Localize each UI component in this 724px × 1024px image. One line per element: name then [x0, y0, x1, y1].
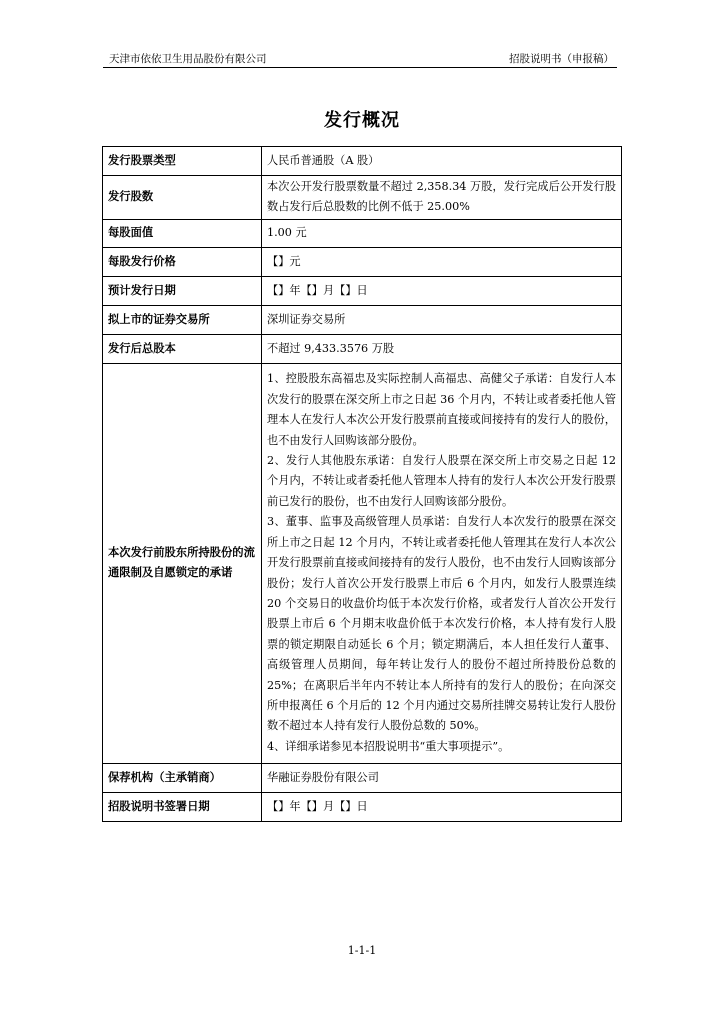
- commitment-paragraph: 1、控股股东高福忠及实际控制人高福忠、高健父子承诺：自发行人本次发行的股票在深交所上市之日起 36 个月内，不转让或者委托他人管理本人在发行人本次公开发行股票前直接或间接持有的发行人的股份，也不由发行人回购该部分股份。: [267, 372, 616, 447]
- row-label: 招股说明书签署日期: [103, 792, 262, 821]
- table-row: [103, 219, 622, 247]
- table-row: [103, 334, 622, 363]
- commitment-paragraph: 2、发行人其他股东承诺：自发行人股票在深交所上市交易之日起 12 个月内，不转让或者委托他人管理本人持有的发行人本次公开发行股票前已发行的股份，也不由发行人回购该部分股份。: [267, 454, 616, 508]
- table-row: [103, 276, 622, 305]
- row-label: 发行后总股本: [103, 334, 262, 363]
- commitment-paragraph: 4、详细承诺参见本招股说明书“重大事项提示”。: [267, 739, 510, 753]
- header-company: 天津市依依卫生用品股份有限公司: [109, 53, 267, 65]
- row-value: 人民币普通股（A 股）: [262, 147, 622, 176]
- row-label: 本次发行前股东所持股份的流通限制及自愿锁定的承诺: [103, 363, 262, 763]
- row-value: 1.00 元: [262, 219, 622, 247]
- commitment-paragraph: 3、董事、监事及高级管理人员承诺：自发行人本次发行的股票在深交所上市之日起 12 个月内，不转让或者委托他人管理其在发行人本次公开发行股票前直接或间接持有的发行人股份，也不由发行人回购该部分股份；发行人首次公开发行股票上市后 6 个月内，如发行人股票连续 20 个交易日的收盘价均低于本次发行价格，或者发行人首次公开发行股票上市后 6 个月期末收盘价低于本次发行价格，本人持有发行人股票的锁定期限自动延长 6 个月；锁定期满后，本人担任发行人董事、高级管理人员期间，每年转让发行人的股份不超过所持股份总数的 25%；在离职后半年内不转让本人所持有的发行人的股份；在向深交所申报离任 6 个月后的 12 个月内通过交易所挂牌交易转让发行人股份数不超过本人持有发行人股份总数的 50%。: [267, 515, 616, 733]
- table-row: [103, 305, 622, 334]
- row-label: 发行股数: [103, 176, 262, 220]
- row-label: 每股面值: [103, 219, 262, 247]
- row-value: 不超过 9,433.3576 万股: [262, 334, 622, 363]
- row-value: 华融证券股份有限公司: [262, 763, 622, 792]
- header-doc-type: 招股说明书（申报稿）: [509, 53, 614, 65]
- table-row: [103, 247, 622, 276]
- row-value: 【】元: [262, 247, 622, 276]
- offering-overview-table: [102, 146, 622, 822]
- row-label: 每股发行价格: [103, 247, 262, 276]
- row-value: 本次公开发行股票数量不超过 2,358.34 万股，发行完成后公开发行股数占发行后总股数的比例不低于 25.00%: [262, 176, 622, 220]
- row-label: 预计发行日期: [103, 276, 262, 305]
- row-value: 【】年【】月【】日: [262, 276, 622, 305]
- row-value: 【】年【】月【】日: [262, 792, 622, 821]
- table-row: [103, 147, 622, 176]
- row-label: 拟上市的证券交易所: [103, 305, 262, 334]
- table-row: [103, 763, 622, 792]
- table-row: [103, 792, 622, 821]
- table-row: [103, 363, 622, 763]
- page-title: 发行概况: [324, 110, 400, 131]
- row-label: 保荐机构（主承销商）: [103, 763, 262, 792]
- page-number: 1-1-1: [347, 944, 377, 957]
- row-label: 发行股票类型: [103, 147, 262, 176]
- row-value: [262, 363, 622, 763]
- header-rule: [103, 67, 617, 68]
- row-value: 深圳证券交易所: [262, 305, 622, 334]
- table-row: [103, 176, 622, 220]
